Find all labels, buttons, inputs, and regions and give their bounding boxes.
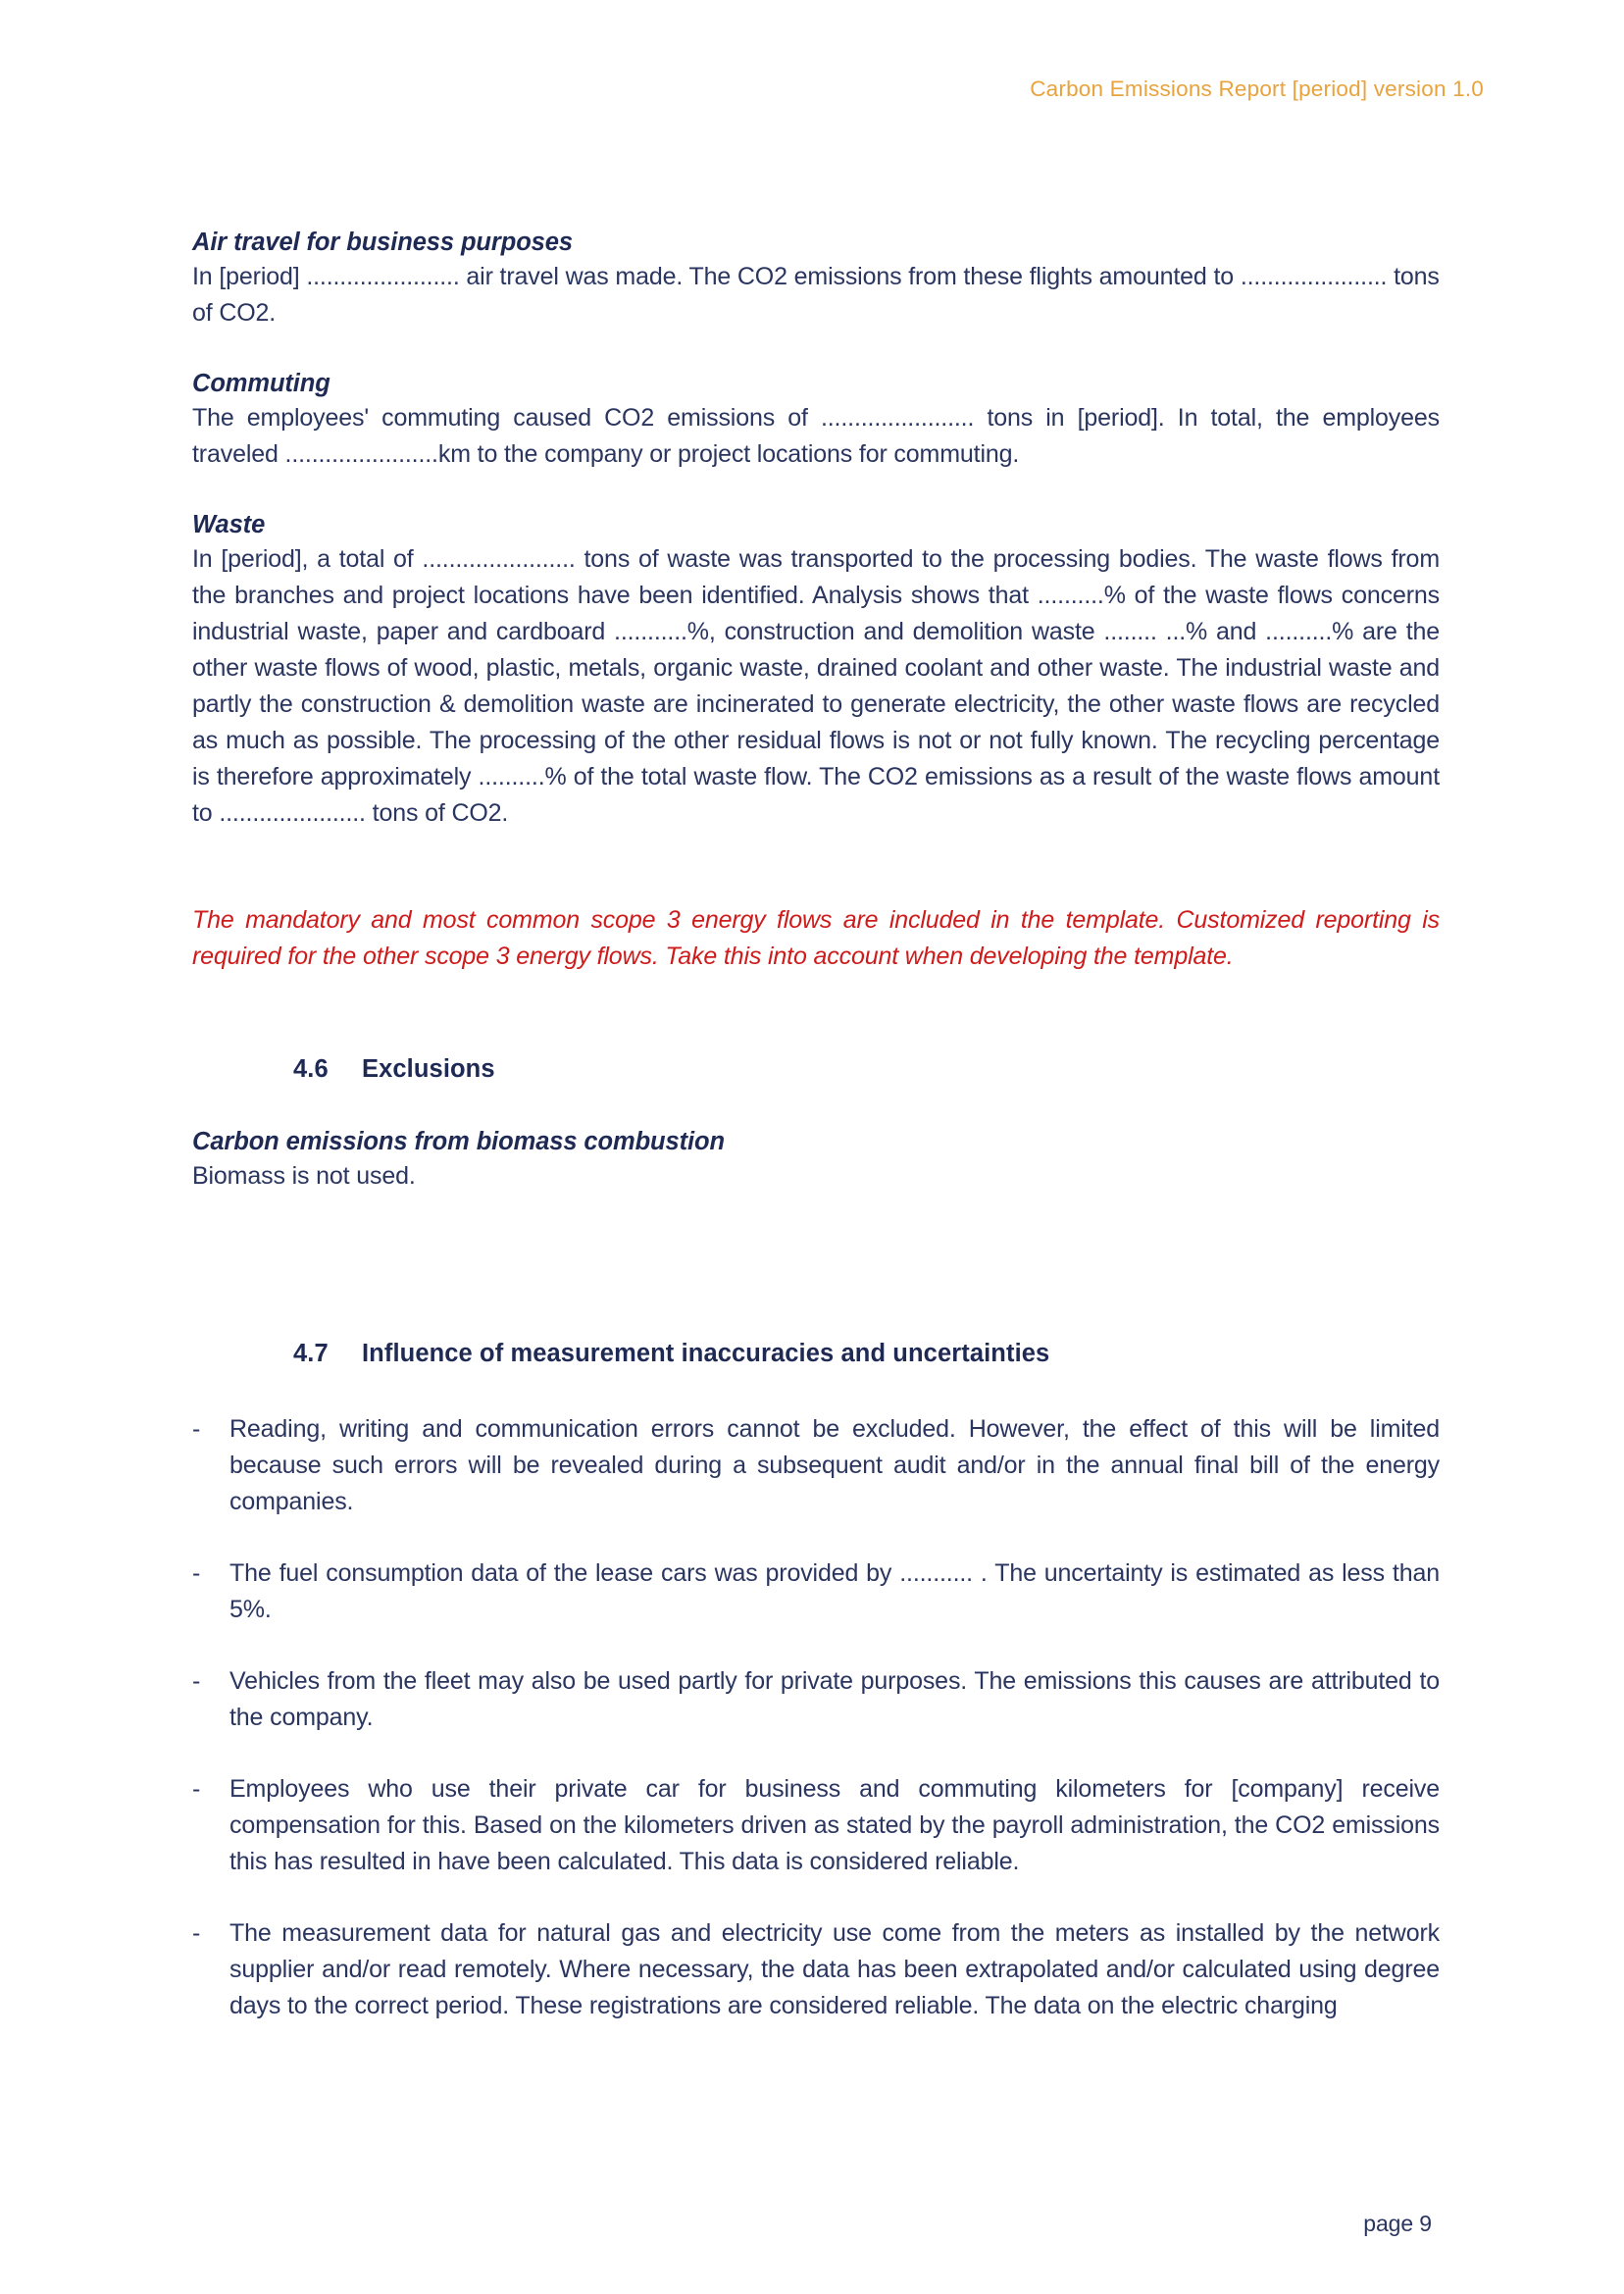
biomass-heading: Carbon emissions from biomass combustion — [192, 1128, 725, 1156]
list-item-text: Reading, writing and communication errors cannot be excluded. However, the effect of this will be limited because such errors will be revealed during a subsequent audit and/or in the annual final bill of the energy companies. — [229, 1415, 1440, 1516]
heading-4-6-exclusions — [192, 1055, 1440, 1084]
spacer — [192, 473, 1440, 510]
list-item — [192, 1915, 1440, 2024]
spacer — [192, 1195, 1440, 1340]
dash-bullet-marker: - — [192, 1559, 201, 1588]
section-air-travel — [192, 228, 1440, 331]
biomass-paragraph: Biomass is not used. — [192, 1162, 416, 1191]
list-item — [192, 1411, 1440, 1520]
section-number-4-7: 4.7 — [293, 1340, 329, 1368]
list-item-text: The measurement data for natural gas and electricity use come from the meters as installed by the network supplier and/or read remotely. Where necessary, the data has been extrapolated and/or calculated using degree days to the correct period. These registrations are considered reliable. The data on the electric charging — [229, 1919, 1440, 2020]
page-number-footer: page 9 — [1363, 2211, 1432, 2236]
waste-paragraph: In [period], a total of ....................... tons of waste was transported to the processing bodies. The waste flows from the branches and project locations have been identified. Analysis shows that ..........% of the waste flows concerns industrial waste, paper and cardboard ...........%, construction and demolition waste ........ ...% and ..........% are the other waste flows of wood, plastic, metals, organic waste, drained coolant and other waste. The industrial waste and partly the construction & demolition waste are incinerated to generate electricity, the other waste flows are recycled as much as possible. The processing of the other residual flows is not or not fully known. The recycling percentage is therefore approximately ..........% of the total waste flow. The CO2 emissions as a result of the waste flows amount to ...................... tons of CO2. — [192, 545, 1440, 828]
section-biomass — [192, 1127, 1440, 1195]
list-item-text: The fuel consumption data of the lease cars was provided by ........... . The uncertainty is estimated as less than 5%. — [229, 1559, 1440, 1624]
spacer — [192, 331, 1440, 369]
section-title-exclusions: Exclusions — [362, 1055, 495, 1084]
dash-bullet-marker: - — [192, 1775, 201, 1804]
list-item-text: Employees who use their private car for business and commuting kilometers for [company] receive compensation for this. Based on the kilometers driven as stated by the payroll administration, the CO2 emissions this has resulted in have been calculated. This data is considered reliable. — [229, 1775, 1440, 1876]
list-item — [192, 1555, 1440, 1628]
list-item-text: Vehicles from the fleet may also be used partly for private purposes. The emissions this causes are attributed to the company. — [229, 1667, 1440, 1732]
commuting-heading: Commuting — [192, 370, 330, 398]
section-number-4-6: 4.6 — [293, 1055, 329, 1084]
list-item — [192, 1663, 1440, 1736]
section-waste — [192, 510, 1440, 832]
spacer — [192, 975, 1440, 1055]
air-travel-paragraph: In [period] ....................... air travel was made. The CO2 emissions from these flights amounted to ...................... tons of CO2. — [192, 263, 1440, 328]
commuting-paragraph: The employees' commuting caused CO2 emissions of ....................... tons in [period]. In total, the employees traveled .......................km to the company or project locations for commuting. — [192, 404, 1440, 469]
section-commuting — [192, 369, 1440, 473]
spacer — [192, 832, 1440, 902]
air-travel-heading: Air travel for business purposes — [192, 229, 573, 256]
document-content — [192, 228, 1440, 2024]
uncertainties-list — [192, 1411, 1440, 2024]
list-item — [192, 1771, 1440, 1880]
spacer — [192, 1084, 1440, 1127]
dash-bullet-marker: - — [192, 1667, 201, 1696]
heading-4-7-uncertainties — [192, 1340, 1440, 1368]
section-title-uncertainties: Influence of measurement inaccuracies and uncertainties — [362, 1340, 1050, 1368]
document-header-title: Carbon Emissions Report [period] version 1.0 — [1030, 76, 1484, 101]
waste-heading: Waste — [192, 511, 266, 539]
dash-bullet-marker: - — [192, 1919, 201, 1948]
template-guidance-note: The mandatory and most common scope 3 energy flows are included in the template. Customized reporting is required for the other scope 3 energy flows. Take this into account when developing the template. — [192, 906, 1440, 971]
spacer — [192, 1368, 1440, 1411]
dash-bullet-marker: - — [192, 1415, 201, 1444]
